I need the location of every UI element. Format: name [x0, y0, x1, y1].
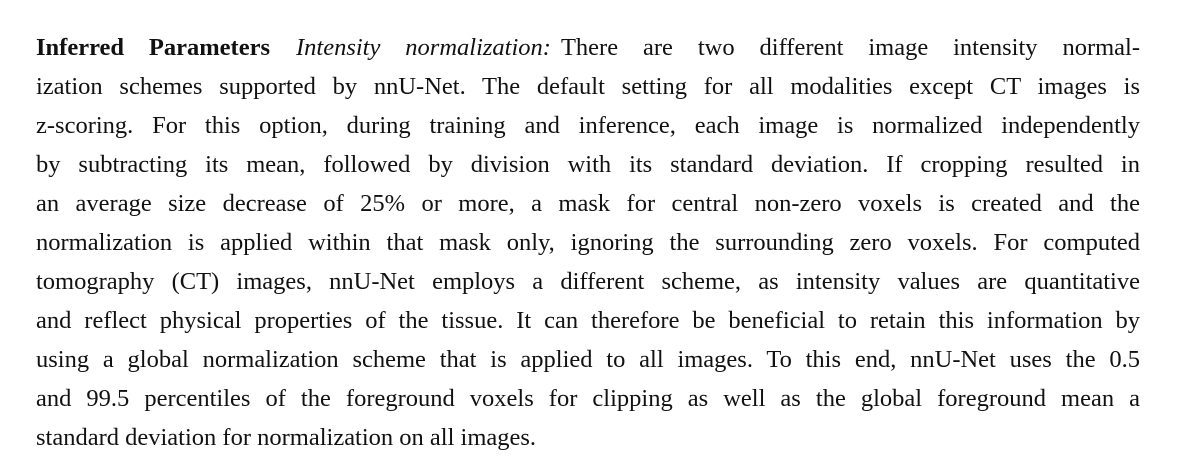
paragraph-line-1	[36, 28, 1140, 67]
run-in-heading: Inferred Parameters	[36, 34, 270, 61]
paragraph-line-2: ization schemes supported by nnU-Net. The default setting for all modalities except CT images is	[36, 73, 1140, 100]
paragraph-line-11: standard deviation for normalization on all images.	[36, 424, 537, 451]
paragraph-block	[36, 28, 1140, 457]
paragraph-line-5: an average size decrease of 25% or more, a mask for central non-zero voxels is created and the	[36, 190, 1140, 217]
paragraph-line-6: normalization is applied within that mask only, ignoring the surrounding zero voxels. For computed	[36, 229, 1140, 256]
paragraph-line-7: tomography (CT) images, nnU-Net employs a different scheme, as intensity values are quantitative	[36, 268, 1140, 295]
paragraph-line-10: and 99.5 percentiles of the foreground voxels for clipping as well as the global foreground mean a	[36, 385, 1140, 412]
run-in-subheading: Intensity normalization:	[296, 34, 551, 61]
paragraph-line-4: by subtracting its mean, followed by division with its standard deviation. If cropping resulted in	[36, 151, 1140, 178]
paragraph-line-text: There are two different image intensity normal-	[560, 34, 1140, 61]
paragraph-line-3: z-scoring. For this option, during training and inference, each image is normalized independently	[36, 112, 1140, 139]
paragraph-line-8: and reflect physical properties of the tissue. It can therefore be beneficial to retain this information by	[36, 307, 1140, 334]
paragraph-line-9: using a global normalization scheme that is applied to all images. To this end, nnU-Net uses the 0.5	[36, 346, 1140, 373]
